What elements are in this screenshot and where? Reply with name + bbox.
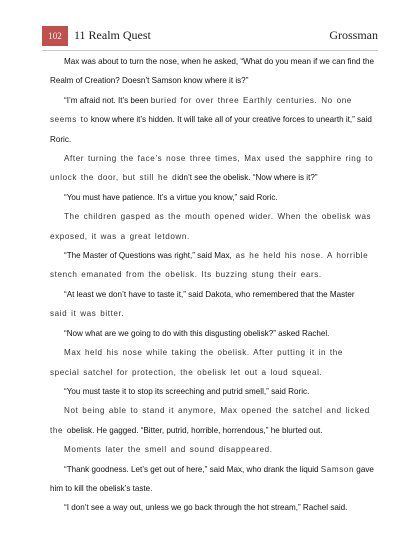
- text-run: “The Master of Questions was right,” said Max,: [64, 251, 232, 261]
- text-run: “I’m afraid not. It’s been: [64, 95, 151, 105]
- page-number-badge: [42, 26, 68, 46]
- header-divider: [42, 50, 378, 51]
- text-run: Samson: [320, 464, 355, 474]
- paragraph: [50, 285, 374, 324]
- book-title: 11 Realm Quest: [74, 28, 151, 42]
- paragraph: [50, 498, 374, 517]
- paragraph: [50, 401, 374, 440]
- text-run: “You must taste it to stop its screeching and putrid smell,” said Roric.: [64, 386, 310, 396]
- text-run: “At least we don’t have to taste it,” said Dakota, who remembered that the Master: [64, 289, 355, 299]
- text-run: “I don’t see a way out, unless we go back through the hot stream,” Rachel said.: [64, 503, 348, 513]
- author-name: Grossman: [329, 28, 378, 42]
- text-run: said it was bitter.: [50, 309, 125, 319]
- text-run: as he held his nose. A horrible stench emanated from the obelisk. Its buzzing stung their ears.: [50, 251, 369, 280]
- text-run: idn’t see the obelisk. “Now where is it?”: [177, 173, 318, 183]
- paragraph: [50, 188, 374, 207]
- text-run: “Now what are we going to do with this disgusting obelisk?” asked Rachel.: [64, 328, 330, 338]
- paragraph: [50, 207, 374, 246]
- text-run: After turning the face’s nose three times, Max used the sapphire ring to unlock the door, but still he d: [50, 154, 374, 183]
- paragraph: [50, 382, 374, 401]
- body-text: [50, 52, 374, 518]
- paragraph: [50, 91, 374, 149]
- paragraph: [50, 52, 374, 91]
- text-run: The children gasped as the mouth opened wider. When the obelisk was exposed, it was a great letdown.: [50, 212, 372, 241]
- text-run: know where it’s hidden. It will take all of your creative forces to unearth it,” said Roric.: [50, 115, 372, 144]
- paragraph: [50, 440, 374, 459]
- paragraph: [50, 460, 374, 499]
- text-run: Max was about to turn the nose, when he asked, “What do you mean if we can find the Realm of Creation? Doesn’t Samson know where it is?”: [50, 57, 374, 86]
- text-run: Max held his nose while taking the obelisk. After putting it in the special satchel for protection, the obelisk let out a loud squeal.: [50, 348, 343, 377]
- paragraph: [50, 246, 374, 285]
- text-run: “You must have patience. It’s a virtue you know,” said Roric.: [64, 192, 278, 202]
- text-run: buried for over three Earthly centuries. No one seems to: [50, 95, 352, 125]
- paragraph: [50, 324, 374, 343]
- page-header: [42, 26, 378, 48]
- text-run: Moments later the smell and sound disappeared.: [64, 445, 273, 455]
- text-run: obelisk. He gagged. “Bitter, putrid, horrible, horrendous,” he blurted out.: [66, 425, 323, 435]
- text-run: “Thank goodness. Let’s get out of here,” said Max, who drank the liquid: [64, 464, 321, 474]
- text-run: Not being able to stand it anymore, Max opened the satchel and licked the: [50, 406, 370, 435]
- text-run: gave him to kill the obelisk’s taste.: [50, 464, 374, 493]
- paragraph: [50, 149, 374, 188]
- paragraph: [50, 343, 374, 382]
- page-number: 102: [48, 31, 62, 41]
